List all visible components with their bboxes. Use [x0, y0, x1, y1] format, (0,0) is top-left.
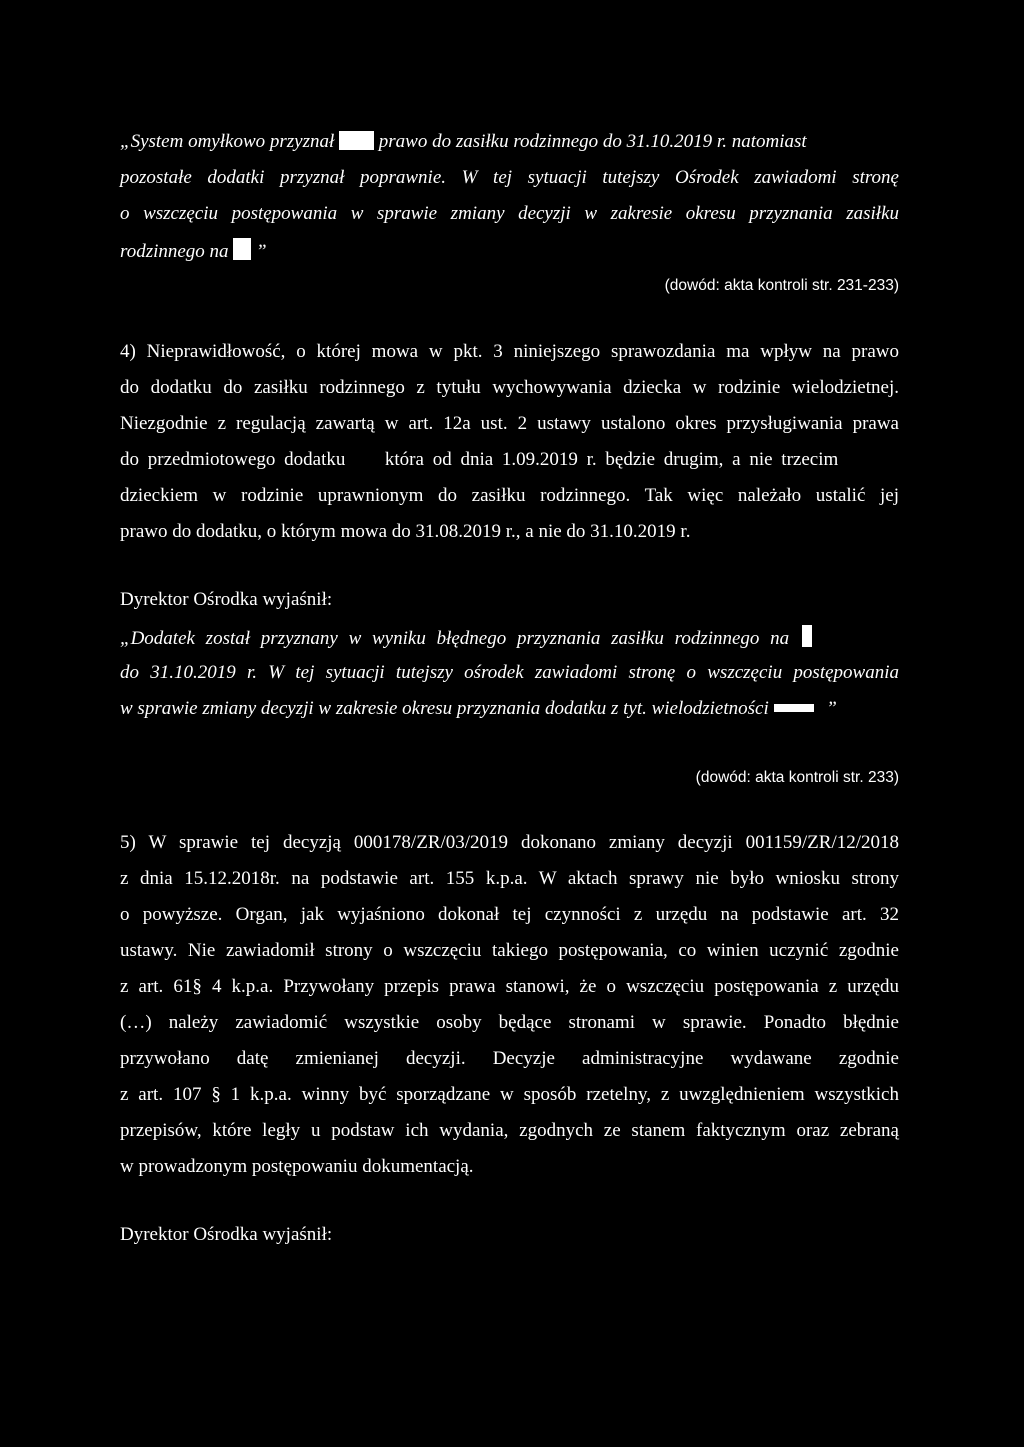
quote2-text-b: w sprawie zmiany decyzji w zakresie okresu przyznania dodatku z tyt. wielodzietności — [120, 698, 769, 719]
point4-text-a: do przedmiotowego dodatku — [120, 449, 346, 470]
evidence-note-2: (dowód: akta kontroli str. 233) — [695, 769, 899, 786]
quote1-close-quote: ” — [256, 241, 267, 262]
quote2-text-a: „Dodatek został przyznany w wyniku błędnego przyznania zasiłku rodzinnego na — [120, 628, 790, 649]
quote1-text-a: „System omyłkowo przyznał — [120, 131, 335, 152]
quote1-line3: o wszczęciu postępowania w sprawie zmiany decyzji w zakresie okresu przyznania zasiłku — [120, 203, 899, 224]
point5-line1: 5) W sprawie tej decyzją 000178/ZR/03/2019 dokonano zmiany decyzji 001159/ZR/12/2018 — [120, 832, 899, 853]
point5-line5: z art. 61§ 4 k.p.a. Przywołany przepis prawa stanowi, że o wszczęciu postępowania z urzędu — [120, 976, 899, 997]
quote1-line2: pozostałe dodatki przyznał poprawnie. W tej sytuacji tutejszy Ośrodek zawiadomi stronę — [120, 167, 899, 188]
quote1-line1 — [120, 130, 899, 154]
point4-line6: prawo do dodatku, o którym mowa do 31.08.2019 r., a nie do 31.10.2019 r. — [120, 521, 691, 542]
director-explanation-heading-1: Dyrektor Ośrodka wyjaśnił: — [120, 589, 333, 610]
point5-line3: o powyższe. Organ, jak wyjaśniono dokonał tej czynności z urzędu na podstawie art. 32 — [120, 904, 899, 925]
point4-line2: do dodatku do zasiłku rodzinnego z tytułu wychowywania dziecka w rodzinie wielodzietnej. — [120, 377, 899, 398]
redaction-box — [774, 704, 814, 712]
point4-text-b: która od dnia 1.09.2019 r. będzie drugim, a nie trzecim — [384, 449, 839, 470]
redaction-box — [233, 238, 251, 260]
director-explanation-heading-2: Dyrektor Ośrodka wyjaśnił: — [120, 1224, 333, 1245]
quote2-close-quote: ” — [826, 698, 837, 719]
point5-line7: przywołano datę zmienianej decyzji. Decyzje administracyjne wydawane zgodnie — [120, 1048, 899, 1069]
point5-line8: z art. 107 § 1 k.p.a. winny być sporządzane w sposób rzetelny, z uwzględnieniem wszystkich — [120, 1084, 899, 1105]
quote2-line2: do 31.10.2019 r. W tej sytuacji tutejszy ośrodek zawiadomi stronę o wszczęciu postępowania — [120, 662, 899, 683]
quote1-text-b: prawo do zasiłku rodzinnego do 31.10.2019 r. natomiast — [378, 131, 807, 152]
quote2-line1 — [120, 625, 899, 651]
quote1-line4 — [120, 238, 899, 264]
redaction-box — [339, 131, 374, 150]
point4-line3: Niezgodnie z regulacją zawartą w art. 12a ust. 2 ustawy ustalono okres przysługiwania prawa — [120, 413, 899, 434]
evidence-note-1: (dowód: akta kontroli str. 231-233) — [664, 277, 899, 294]
point5-line6: (…) należy zawiadomić wszystkie osoby będące stronami w sprawie. Ponadto błędnie — [120, 1012, 899, 1033]
point4-line4 — [120, 448, 899, 472]
point4-line5: dzieckiem w rodzinie uprawnionym do zasiłku rodzinnego. Tak więc należało ustalić jej — [120, 485, 899, 506]
point4-line1: 4) Nieprawidłowość, o której mowa w pkt. 3 niniejszego sprawozdania ma wpływ na prawo — [120, 341, 899, 362]
point5-line10: w prowadzonym postępowaniu dokumentacją. — [120, 1156, 474, 1177]
quote1-text-c: rodzinnego na — [120, 241, 229, 262]
point5-line2: z dnia 15.12.2018r. na podstawie art. 155 k.p.a. W aktach sprawy nie było wniosku strony — [120, 868, 899, 889]
redaction-box — [802, 625, 812, 647]
quote2-line3 — [120, 697, 899, 721]
point5-line4: ustawy. Nie zawiadomił strony o wszczęciu takiego postępowania, co winien uczynić zgodnie — [120, 940, 899, 961]
point5-line9: przepisów, które legły u podstaw ich wydania, zgodnych ze stanem faktycznym oraz zebraną — [120, 1120, 899, 1141]
